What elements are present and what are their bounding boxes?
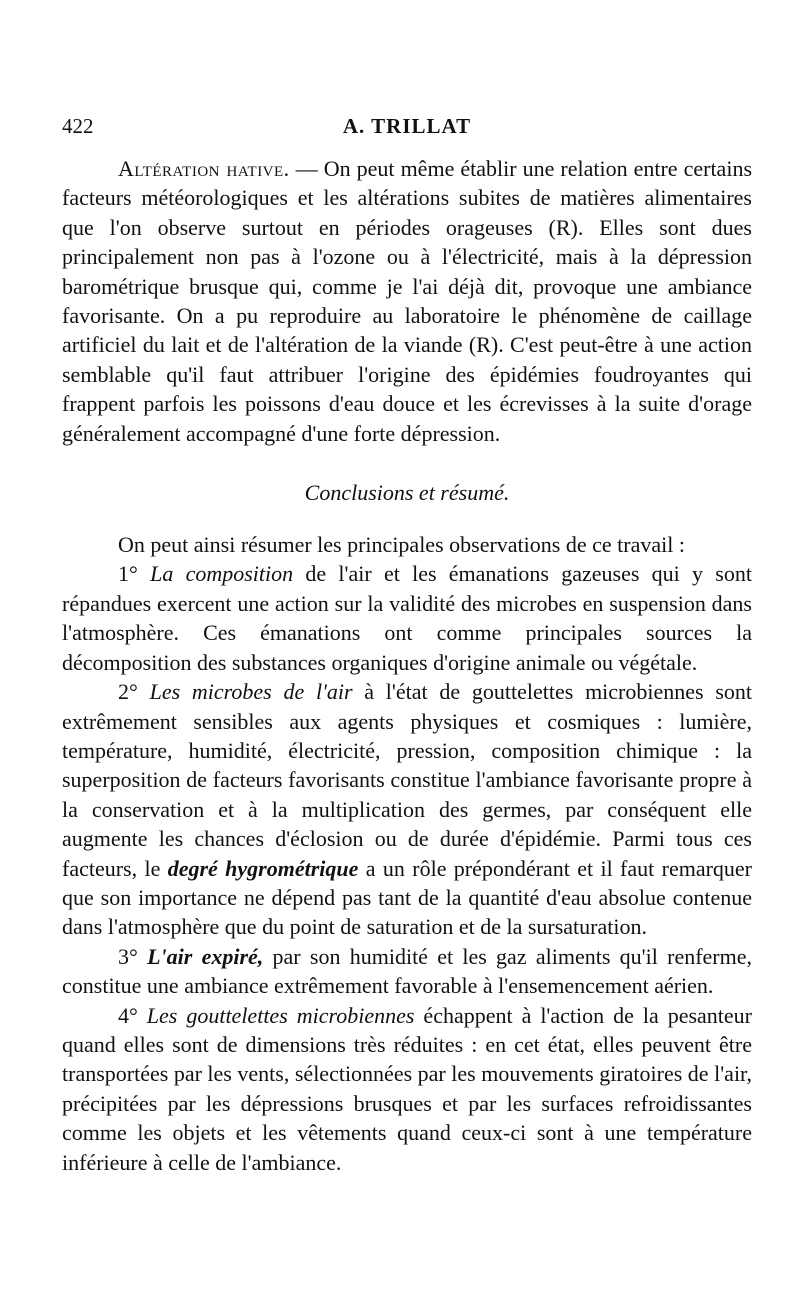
item-number: 4° — [118, 1002, 138, 1028]
summary-item-1 — [62, 559, 752, 677]
item-text-before: à l'état de gouttelettes microbiennes sont extrêmement sensibles aux agents physiques et cosmiques : lumière, température, humidité, électricité, pression, composition chimique : la superposition de facteurs favorisants constitue l'ambiance favorisante propre à la conservation et à la multiplication des germes, par conséquent elle augmente les chances d'éclosion ou de durée d'épidémie. Parmi tous ces facteurs, le — [62, 679, 753, 881]
page-number: 422 — [62, 114, 94, 138]
item-number: 2° — [118, 679, 138, 705]
label-dash: — — [289, 156, 324, 181]
item-label: La composition — [150, 561, 294, 587]
summary-item-2 — [62, 677, 752, 942]
running-title: A. TRILLAT — [342, 114, 472, 138]
item-text: échappent à l'action de la pesanteur quand elles sont de dimensions très réduites : en cet état, elles peuvent être transportées par les vents, sélectionnées par les mouvements giratoires de l'air, précipitées par les dépressions brusques et par les surfaces refroidissantes comme les objets et les vêtements quand ceux-ci sont à une température inférieure à celle de l'ambiance. — [62, 1002, 753, 1175]
section-heading: Conclusions et résumé. — [304, 480, 510, 506]
item-label: Les gouttelettes microbiennes — [146, 1002, 415, 1028]
item-text-after: a un rôle prépondérant et il faut remarquer que son importance ne dépend pas tant de la quantité d'eau absolue contenue dans l'atmosphère que du point de saturation et de la sursaturation. — [62, 855, 752, 940]
item-text: par son humidité et les gaz aliments qu'il renferme, constitue une ambiance extrêmement favorable à l'ensemencement aérien. — [62, 943, 752, 999]
paragraph-text: On peut même établir une relation entre certains facteurs météorologiques et les altérations subites de matières alimentaires que l'on observe surtout en périodes orageuses (R). Elles sont dues principalement non pas à l'ozone ou à l'électricité, mais à la dépression barométrique brusque qui, comme je l'ai déjà dit, provoque une ambiance favorisante. On a pu reproduire au laboratoire le phénomène de caillage artificiel du lait et de l'altération de la viande (R). C'est peut-être à une action semblable qu'il faut attribuer l'origine des épidémies foudroyantes qui frappent parfois les poissons d'eau douce et les écrevisses à la suite d'orage généralement accompagné d'une forte dépression. — [62, 156, 752, 446]
item-emphasis: degré hygrométrique — [167, 855, 359, 881]
summary-item-4 — [62, 1001, 752, 1177]
paragraph-label: Altération hative. — [118, 156, 290, 181]
item-number: 1° — [118, 561, 138, 587]
running-header — [62, 108, 752, 142]
item-text: de l'air et les émanations gazeuses qui y sont répandues exercent une action sur la validité des microbes en suspension dans l'atmosphère. Ces émanations ont comme principales sources la décomposition des substances organiques d'origine animale ou végétale. — [62, 561, 752, 675]
item-number: 3° — [118, 943, 138, 969]
document-page — [62, 108, 752, 1177]
item-label: Les microbes de l'air — [149, 679, 353, 705]
summary-intro: On peut ainsi résumer les principales observations de ce travail : — [118, 532, 685, 558]
paragraph-alteration-hative — [62, 154, 752, 448]
summary-item-3 — [62, 942, 752, 1001]
item-label: L'air expiré, — [147, 943, 264, 969]
